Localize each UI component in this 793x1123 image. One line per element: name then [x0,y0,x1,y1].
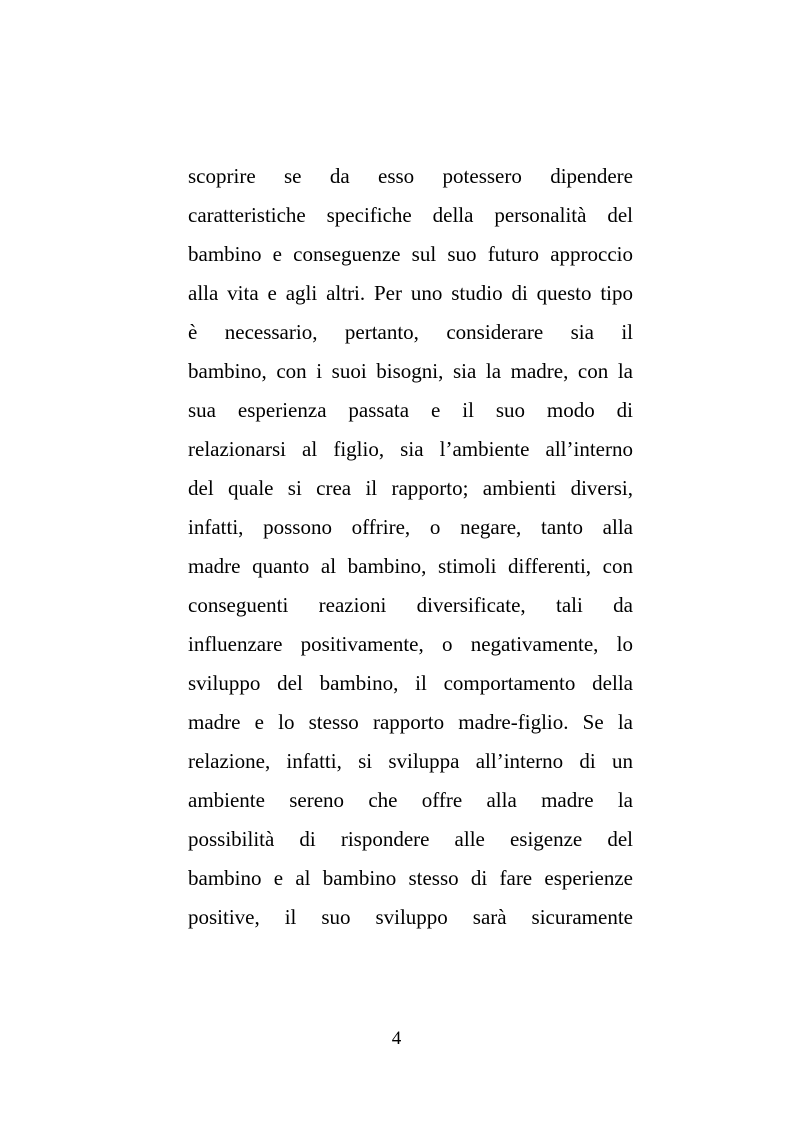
text-line: ambiente sereno che offre alla madre la [188,788,633,812]
body-paragraph [188,157,633,937]
text-line: bambino e al bambino stesso di fare esperienze [188,866,633,890]
text-line: è necessario, pertanto, considerare sia il [188,320,633,344]
text-line: influenzare positivamente, o negativamente, lo [188,632,633,656]
text-line: scoprire se da esso potessero dipendere [188,164,633,188]
text-line: madre e lo stesso rapporto madre-figlio. Se la [188,710,633,734]
text-line: possibilità di rispondere alle esigenze del [188,827,633,851]
text-line: bambino e conseguenze sul suo futuro approccio [188,242,633,266]
text-line: bambino, con i suoi bisogni, sia la madre, con la [188,359,633,383]
text-line: conseguenti reazioni diversificate, tali da [188,593,633,617]
page-number: 4 [391,1028,402,1049]
text-line: relazionarsi al figlio, sia l’ambiente all’interno [188,437,633,461]
text-line: sviluppo del bambino, il comportamento della [188,671,633,695]
text-line: caratteristiche specifiche della personalità del [188,203,633,227]
text-line: sua esperienza passata e il suo modo di [188,398,633,422]
text-line: positive, il suo sviluppo sarà sicuramente [188,905,633,929]
text-line: del quale si crea il rapporto; ambienti diversi, [188,476,633,500]
text-line: alla vita e agli altri. Per uno studio di questo tipo [188,281,633,305]
text-line: infatti, possono offrire, o negare, tanto alla [188,515,633,539]
text-line: madre quanto al bambino, stimoli differenti, con [188,554,633,578]
text-line: relazione, infatti, si sviluppa all’interno di un [188,749,633,773]
